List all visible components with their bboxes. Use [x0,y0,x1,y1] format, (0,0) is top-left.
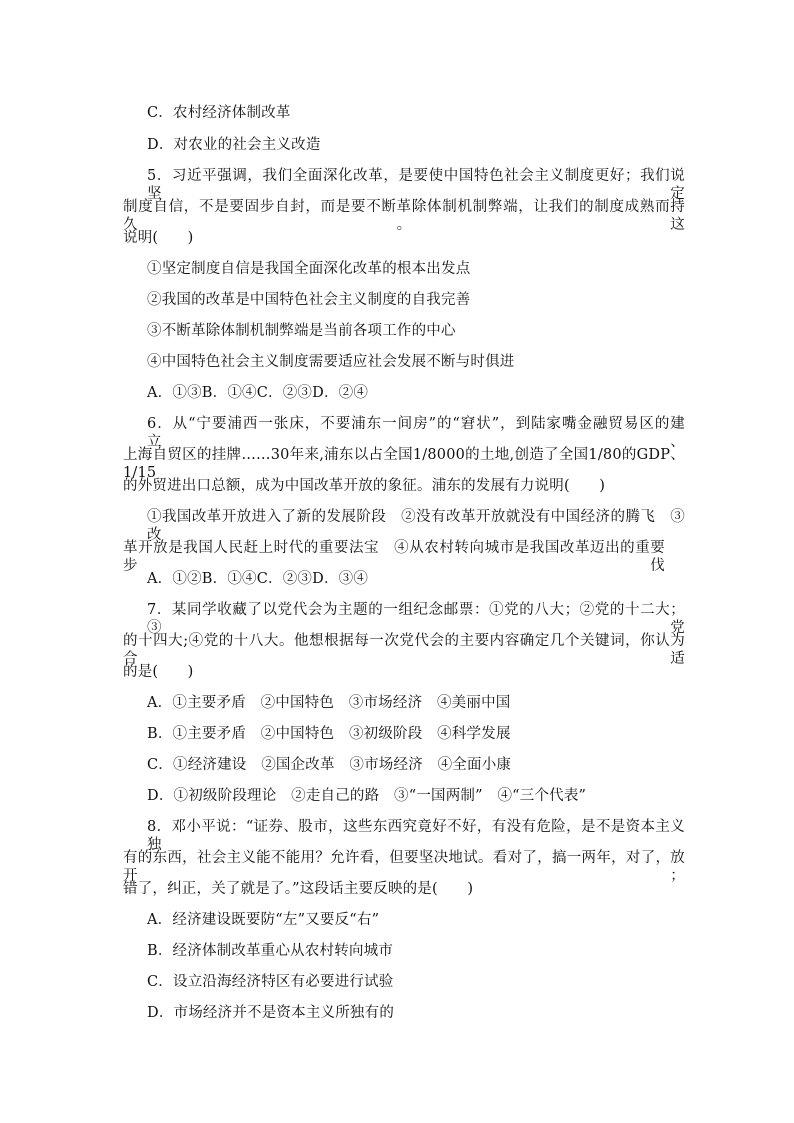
q6-stem-line-2: 上海自贸区的挂牌……30年来,浦东以占全国1/8000的土地,创造了全国1/80的GDP、1/15 [123,447,685,481]
q5-item-4: ④中国特色社会主义制度需要适应社会发展不断与时俱进 [147,354,515,370]
q4-option-d: D．对农业的社会主义改造 [147,137,321,153]
q5-stem-line-2: 制度自信，不是要固步自封，而是要不断革除体制机制弊端，让我们的制度成熟而持久。这 [123,199,685,233]
q8-stem-line-3: 错了，纠正，关了就是了。”这段话主要反映的是( ) [123,881,474,897]
q8-option-a: A．经济建设既要防“左”又要反“右” [147,912,380,928]
q7-option-b: B．①主要矛盾 ②中国特色 ③初级阶段 ④科学发展 [147,726,511,742]
q6-items-line-2: 革开放是我国人民赶上时代的重要法宝 ④从农村转向城市是我国改革迈出的重要步伐 [123,540,665,574]
q7-option-a: A．①主要矛盾 ②中国特色 ③市场经济 ④美丽中国 [147,695,511,711]
q5-item-3: ③不断革除体制机制弊端是当前各项工作的中心 [147,323,456,339]
q5-options: A．①③B．①④C．②③D．②④ [147,385,369,401]
q8-stem-line-1: 8．邓小平说：“证券、股市，这些东西究竟好不好，有没有危险，是不是资本主义独 [147,819,685,853]
q7-option-c: C．①经济建设 ②国企改革 ③市场经济 ④全面小康 [147,757,512,773]
q7-stem-line-3: 的是( ) [123,664,194,680]
q5-item-2: ②我国的改革是中国特色社会主义制度的自我完善 [147,292,471,308]
q7-stem-line-2: 的十四大;④党的十八大。他想根据每一次党代会的主要内容确定几个关键词，你认为合适 [123,633,685,667]
q8-option-c: C．设立沿海经济特区有必要进行试验 [147,974,394,990]
q5-stem-line-1: 5．习近平强调，我们全面深化改革，是要使中国特色社会主义制度更好；我们说坚定 [147,168,685,202]
q8-option-b: B．经济体制改革重心从农村转向城市 [147,943,394,959]
q5-stem-line-3: 说明( ) [123,230,194,246]
q7-stem-line-1: 7．某同学收藏了以党代会为主题的一组纪念邮票：①党的八大；②党的十二大；③党 [147,602,685,636]
q8-option-d: D．市场经济并不是资本主义所独有的 [147,1005,395,1021]
q6-stem-line-1: 6．从“宁要浦西一张床，不要浦东一间房”的“窘状”，到陆家嘴金融贸易区的建立、 [147,416,685,450]
q4-option-c: C．农村经济体制改革 [147,105,291,121]
q5-item-1: ①坚定制度自信是我国全面深化改革的根本出发点 [147,261,471,277]
q6-options: A．①②B．①④C．②③D．③④ [147,571,369,587]
q6-items-line-1: ①我国改革开放进入了新的发展阶段 ②没有改革开放就没有中国经济的腾飞 ③改 [147,509,685,543]
q6-stem-line-3: 的外贸进出口总额，成为中国改革开放的象征。浦东的发展有力说明( ) [123,478,606,494]
q8-stem-line-2: 有的东西，社会主义能不能用？允许看，但要坚决地试。看对了，搞一两年，对了，放开； [123,850,685,884]
q7-option-d: D．①初级阶段理论 ②走自己的路 ③“一国两制” ④“三个代表” [147,788,587,804]
